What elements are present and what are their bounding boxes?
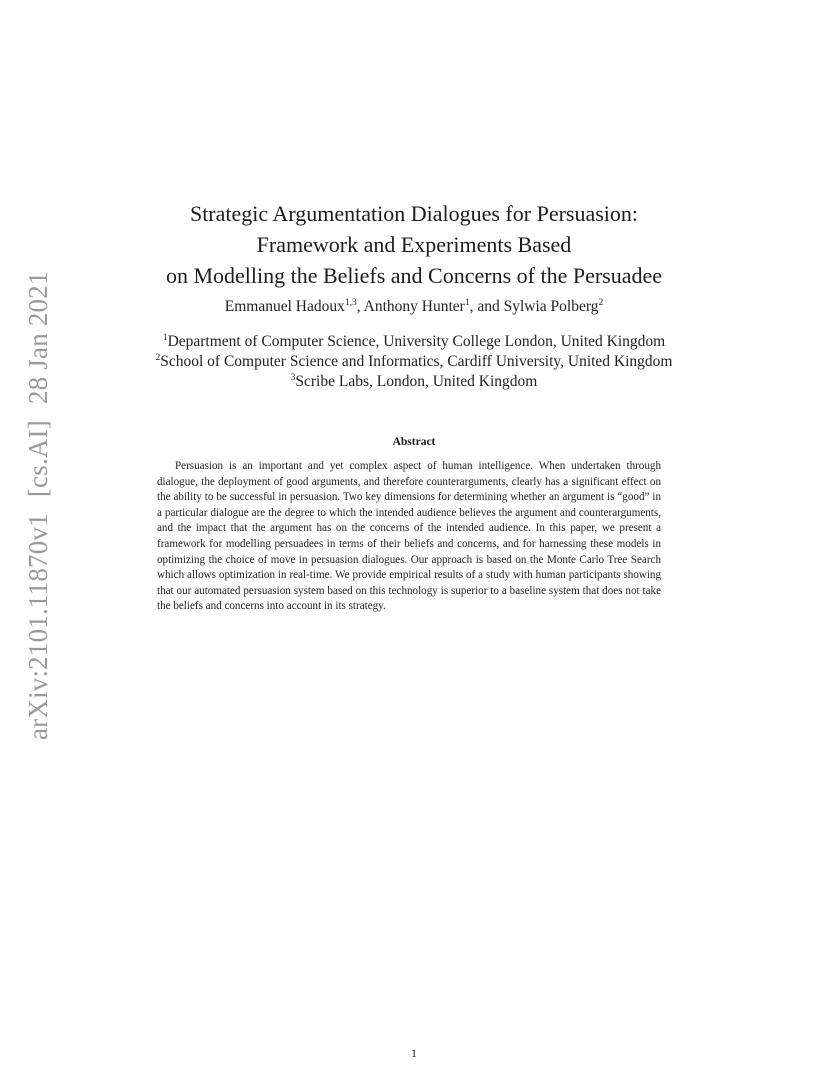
title-line-3: on Modelling the Beliefs and Concerns of the Persuadee (165, 263, 663, 288)
title-line-1: Strategic Argumentation Dialogues for Persuasion: (189, 201, 639, 226)
page-number: 1 (411, 1046, 417, 1060)
affiliation-text: Department of Computer Science, University College London, United Kingdom (167, 333, 666, 350)
affiliation-mark: 1 (162, 332, 168, 343)
author-name: Emmanuel Hadoux (224, 298, 345, 315)
arxiv-category: [cs.AI] (22, 420, 53, 498)
author-affiliation-mark: 2 (598, 297, 604, 308)
author-affiliation-mark: 1,3 (344, 297, 357, 308)
paper-title (0, 198, 828, 291)
affiliation-list (0, 332, 828, 392)
title-line-2: Framework and Experiments Based (256, 232, 572, 257)
author-list (0, 298, 828, 316)
affiliation-text: School of Computer Science and Informatics, Cardiff University, United Kingdom (160, 353, 673, 370)
abstract-text: Persuasion is an important and yet complex aspect of human intelligence. When undertaken through dialogue, the deployment of good arguments, and therefore counterarguments, clearly has a significant effect on the ability to be successful in persuasion. Two key dimensions for determining whether an argument is “good” in a particular dialogue are the degree to which the intended audience believes the argument and counterarguments, and the impact that the argument has on the concerns of the intended audience. In this paper, we present a framework for modelling persuadees in terms of their beliefs and concerns, and for harnessing these models in optimizing the choice of move in persuasion dialogues. Our approach is based on the Monte Carlo Tree Search which allows optimization in real-time. We provide empirical results of a study with human participants showing that our automated persuasion system based on this technology is superior to a baseline system that does not take the beliefs and concerns into account in its strategy. (157, 460, 661, 613)
affiliation-item (0, 372, 828, 392)
affiliation-item (0, 332, 828, 352)
affiliation-mark: 3 (290, 372, 296, 383)
arxiv-date: 28 Jan 2021 (22, 271, 53, 405)
author-separator: , and (469, 298, 504, 315)
abstract-heading: Abstract (392, 436, 436, 448)
affiliation-mark: 2 (155, 352, 161, 363)
author-name: Anthony Hunter (363, 298, 465, 315)
arxiv-id: arXiv:2101.11870v1 (22, 513, 53, 740)
affiliation-text: Scribe Labs, London, United Kingdom (295, 373, 538, 390)
author-affiliation-mark: 1 (464, 297, 470, 308)
author-separator: , (356, 298, 364, 315)
affiliation-item (0, 352, 828, 372)
author-name: Sylwia Polberg (503, 298, 599, 315)
